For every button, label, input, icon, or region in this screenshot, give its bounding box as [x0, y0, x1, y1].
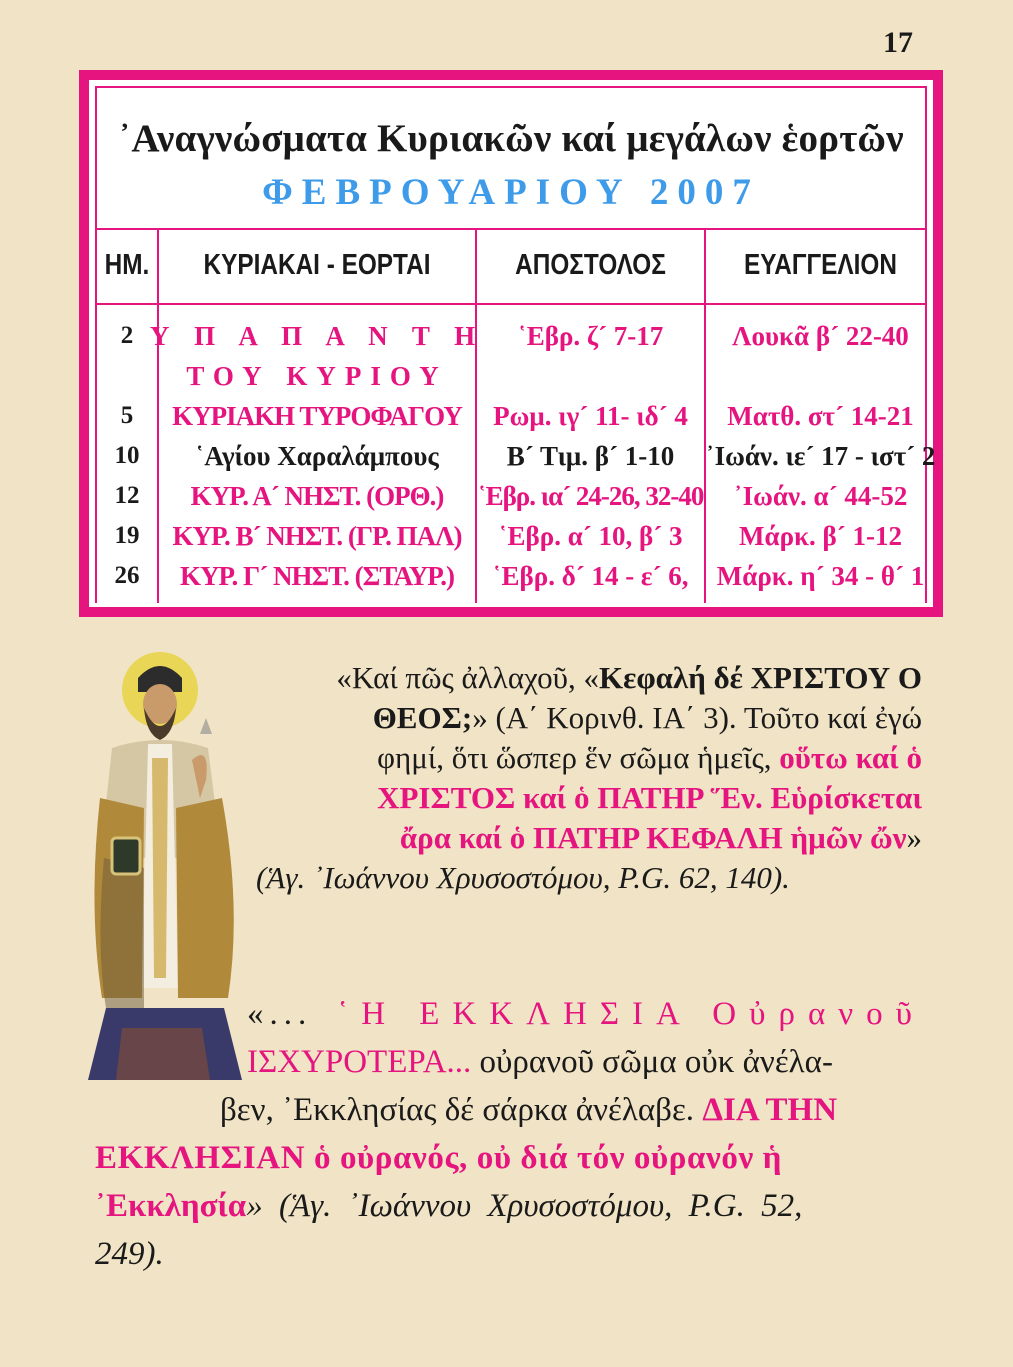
reading-calendar-inner — [87, 78, 935, 609]
day-cell: 5 — [120, 402, 134, 429]
quote-text: » (Α΄ Κορινθ. ΙΑ΄ 3). Τοῦτο καί ἐγώ — [472, 700, 922, 735]
table-row — [97, 396, 925, 436]
feast-cell: ΚΥΡΙΑΚΗ ΤΥΡΟΦΑΓΟΥ — [172, 400, 462, 431]
quote-emphasis: ΘΕΟΣ; — [372, 700, 473, 735]
apostle-cell: ῾Εβρ. ζ´ 7-17 — [517, 320, 664, 351]
table-row — [97, 476, 925, 516]
quote-line: ΧΡΙΣΤΟΣ καί ὁ ΠΑΤΗΡ Ἕν. Εὑρίσκεται — [377, 780, 922, 815]
day-cell: 26 — [114, 562, 140, 589]
quote-line — [222, 738, 922, 778]
quote-emphasis: οὕτω καί ὁ — [779, 740, 922, 775]
column-header-gospel: ΕΥΑΓΓΕΛΙΟΝ — [744, 249, 897, 281]
day-cell: 2 — [120, 322, 134, 349]
column-header-day: ΗΜ. — [104, 249, 150, 281]
quote-line — [222, 658, 922, 698]
calendar-title: ᾿Αναγνώσματα Κυριακῶν καί μεγάλων ἑορτῶν — [118, 117, 904, 160]
feast-cell: ΚΥΡ. Α´ ΝΗΣΤ. (ΟΡΘ.) — [190, 480, 444, 511]
column-header-apostle: ΑΠΟΣΤΟΛΟΣ — [515, 249, 666, 281]
chrysostom-quote-1 — [222, 658, 922, 898]
gospel-cell: Μάρκ. η´ 34 - θ´ 1 — [716, 560, 925, 591]
gospel-cell: Λουκᾶ β´ 22-40 — [732, 320, 909, 351]
gospel-cell: Μάρκ. β´ 1-12 — [739, 520, 902, 551]
quote-emphasis: Κεφαλή δέ ΧΡΙΣΤΟΥ Ο — [598, 660, 922, 695]
table-body — [97, 316, 936, 596]
quote-line — [95, 1086, 925, 1134]
apostle-cell: ῾Εβρ. δ´ 14 - ε´ 6, — [492, 560, 689, 591]
apostle-cell: ῾Εβρ. ια´ 24-26, 32-40 — [477, 480, 704, 511]
day-cell: 12 — [114, 482, 140, 509]
calendar-month-year: ΦΕΒΡΟΥΑΡΙΟΥ 2007 — [262, 172, 760, 213]
quote-text: βεν, ᾿Εκκλησίας δέ σάρκα ἀνέλαβε. — [220, 1092, 703, 1128]
quote-citation: (Ἁγ. ᾿Ιωάννου Χρυσοστόμου, P.G. 62, 140). — [256, 860, 790, 895]
quote-emphasis: ἄρα καί ὁ ΠΑΤΗΡ ΚΕΦΑΛΗ ἡμῶν ὤν — [399, 820, 907, 855]
feast-cell: ΤΟΥ ΚΥΡΙΟΥ — [186, 360, 448, 391]
apostle-cell — [477, 356, 704, 396]
table-row — [97, 356, 925, 396]
quote-line: ΕΚΚΛΗΣΙΑΝ ὁ οὐρανός, οὐ διά τόν οὐρανόν ἡ — [95, 1140, 783, 1176]
gospel-cell: Ματθ. στ´ 14-21 — [727, 400, 914, 431]
reading-table — [95, 86, 936, 603]
quote-text: φημί, ὅτι ὥσπερ ἕν σῶμα ἡμεῖς, — [377, 740, 780, 775]
reading-calendar-frame — [79, 70, 943, 617]
feast-cell: ῾Αγίου Χαραλάμπους — [195, 440, 439, 471]
column-header-divider — [97, 303, 925, 305]
day-cell: 10 — [114, 442, 140, 469]
page-number: 17 — [883, 26, 913, 59]
gospel-cell — [706, 356, 935, 396]
quote-citation: 249). — [95, 1236, 164, 1272]
day-cell — [97, 356, 157, 396]
table-row — [97, 516, 925, 556]
day-cell: 19 — [114, 522, 140, 549]
quote-line — [222, 818, 922, 858]
quote-text: «Καί πῶς ἀλλαχοῦ, « — [336, 660, 599, 695]
quote-line — [95, 1038, 925, 1086]
table-row — [97, 436, 936, 476]
quote-text: » — [906, 820, 922, 855]
apostle-cell: Β´ Τιμ. β´ 1-10 — [506, 440, 675, 471]
feast-cell: ΚΥΡ. Γ´ ΝΗΣΤ. (ΣΤΑΥΡ.) — [180, 560, 454, 591]
quote-text: οὐρανοῦ σῶμα οὐκ ἀνέλα- — [471, 1044, 833, 1080]
quote-text: «... — [247, 996, 313, 1032]
quote-emphasis: ΙΣΧΥΡΟΤΕΡΑ... — [247, 1044, 472, 1080]
quote-emphasis: ΔΙΑ ΤΗΝ — [702, 1092, 838, 1128]
column-header-feasts: ΚΥΡΙΑΚΑΙ - ΕΟΡΤΑΙ — [203, 249, 431, 281]
feast-cell: Υ Π Α Π Α Ν Τ Η — [149, 320, 485, 351]
quote-line — [95, 990, 925, 1038]
quote-line — [95, 1182, 925, 1230]
feast-cell: ΚΥΡ. Β´ ΝΗΣΤ. (ΓΡ. ΠΑΛ) — [172, 520, 462, 551]
apostle-cell: ῾Εβρ. α´ 10, β´ 3 — [498, 520, 683, 551]
quote-emphasis: ῾Η ΕΚΚΛΗΣΙΑ Οὐρανοῦ — [337, 996, 925, 1032]
quote-line — [222, 698, 922, 738]
table-row — [97, 556, 925, 596]
gospel-cell: ᾿Ιωάν. α´ 44-52 — [733, 480, 908, 511]
gospel-cell: ᾿Ιωάν. ιε´ 17 - ιστ´ 2 — [705, 440, 936, 471]
chrysostom-quote-2 — [95, 990, 925, 1278]
table-row — [97, 316, 925, 356]
quote-emphasis: ᾿Εκκλησία — [95, 1188, 247, 1224]
apostle-cell: Ρωμ. ιγ´ 11- ιδ´ 4 — [493, 400, 688, 431]
quote-citation: » (Ἁγ. ᾿Ιωάννου Χρυσοστόμου, P.G. 52, — [246, 1188, 803, 1224]
